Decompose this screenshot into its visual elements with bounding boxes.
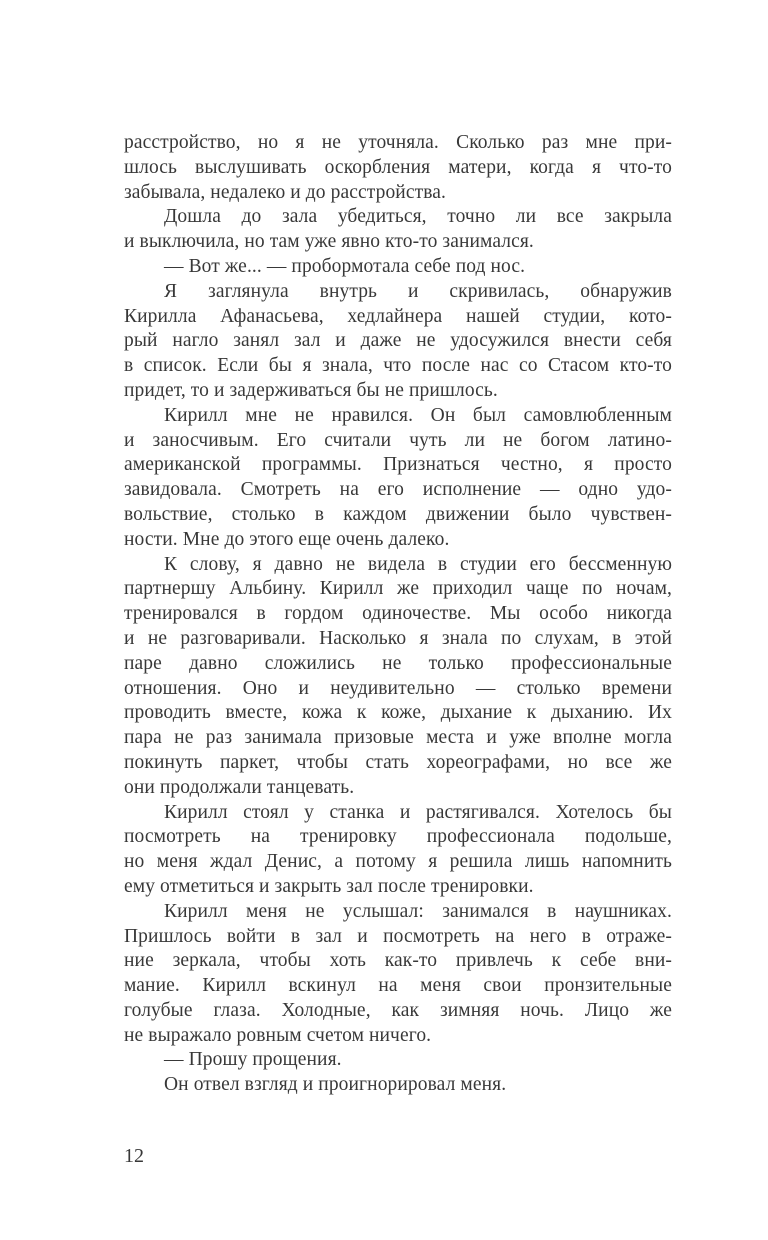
page-number: 12 [124, 1145, 144, 1167]
text-line: Кирилл стоял у станка и растягивался. Хотелось бы [164, 801, 672, 823]
text-line: К слову, я давно не видела в студии его бессменную [164, 553, 672, 575]
text-line: вольствие, столько в каждом движении было чувствен- [124, 503, 672, 525]
paragraph [124, 205, 672, 255]
text-line: не выражало ровным счетом ничего. [124, 1024, 432, 1046]
text-line: паре давно сложились не только профессиональные [124, 652, 672, 674]
text-line: проводить вместе, кожа к коже, дыхание к дыханию. Их [124, 702, 672, 724]
text-line: и не разговаривали. Насколько я знала по слухам, в этой [124, 627, 672, 649]
text-line: Он отвел взгляд и проигнорировал меня. [164, 1074, 507, 1096]
paragraph [124, 1048, 672, 1073]
text-line: Кирилла Афанасьева, хедлайнера нашей студии, кото- [124, 305, 672, 327]
text-line: ние зеркала, чтобы хоть как-то привлечь к себе вни- [124, 950, 672, 972]
text-line: рый нагло занял зал и даже не удосужился внести себя [124, 330, 672, 352]
paragraph [124, 131, 672, 205]
text-line: шлось выслушивать оскорбления матери, когда я что-то [124, 156, 672, 178]
text-line: но меня ждал Денис, а потому я решила лишь напомнить [124, 851, 672, 873]
text-line: посмотреть на тренировку профессионала подольше, [124, 826, 672, 848]
text-line: Кирилл мне не нравился. Он был самовлюбленным [164, 404, 672, 426]
text-line: Я заглянула внутрь и скривилась, обнаружив [164, 280, 672, 302]
text-line: партнершу Альбину. Кирилл же приходил чаще по ночам, [124, 578, 672, 600]
text-line: американской программы. Признаться честно, я просто [124, 454, 672, 476]
text-line: они продолжали танцевать. [124, 776, 355, 798]
text-line: — Прошу прощения. [164, 1049, 342, 1071]
text-line: завидовала. Смотреть на его исполнение — одно удо- [124, 479, 672, 501]
text-line: Пришлось войти в зал и посмотреть на него в отраже- [124, 925, 672, 947]
text-line: расстройство, но я не уточняла. Сколько раз мне при- [124, 132, 672, 153]
paragraph [124, 255, 672, 280]
paragraph [124, 553, 672, 801]
text-line: ему отметиться и закрыть зал после тренировки. [124, 875, 534, 897]
text-line: придет, то и задерживаться бы не пришлось. [124, 379, 498, 401]
text-line: покинуть паркет, чтобы стать хореографами, но все же [124, 751, 672, 773]
paragraph [124, 1073, 672, 1098]
paragraph [124, 404, 672, 553]
text-line: забывала, недалеко и до расстройства. [124, 181, 446, 203]
text-line: Кирилл меня не услышал: занимался в наушниках. [164, 900, 672, 922]
text-line: ности. Мне до этого еще очень далеко. [124, 528, 450, 550]
text-line: и выключила, но там уже явно кто-то занимался. [124, 231, 534, 253]
text-line: голубые глаза. Холодные, как зимняя ночь. Лицо же [124, 999, 672, 1021]
text-block [124, 131, 672, 1098]
text-line: — Вот же... — пробормотала себе под нос. [164, 255, 526, 277]
text-line: пара не раз занимала призовые места и уже вполне могла [124, 727, 672, 749]
paragraph [124, 280, 672, 404]
text-line: отношения. Оно и неудивительно — столько времени [124, 677, 672, 699]
text-line: Дошла до зала убедиться, точно ли все закрыла [164, 206, 672, 228]
text-line: и заносчивым. Его считали чуть ли не богом латино- [124, 429, 672, 451]
text-line: в список. Если бы я знала, что после нас со Стасом кто-то [124, 355, 672, 377]
text-line: тренировался в гордом одиночестве. Мы особо никогда [124, 603, 672, 625]
paragraph [124, 801, 672, 900]
text-line: мание. Кирилл вскинул на меня свои пронзительные [124, 975, 672, 997]
paragraph [124, 900, 672, 1049]
